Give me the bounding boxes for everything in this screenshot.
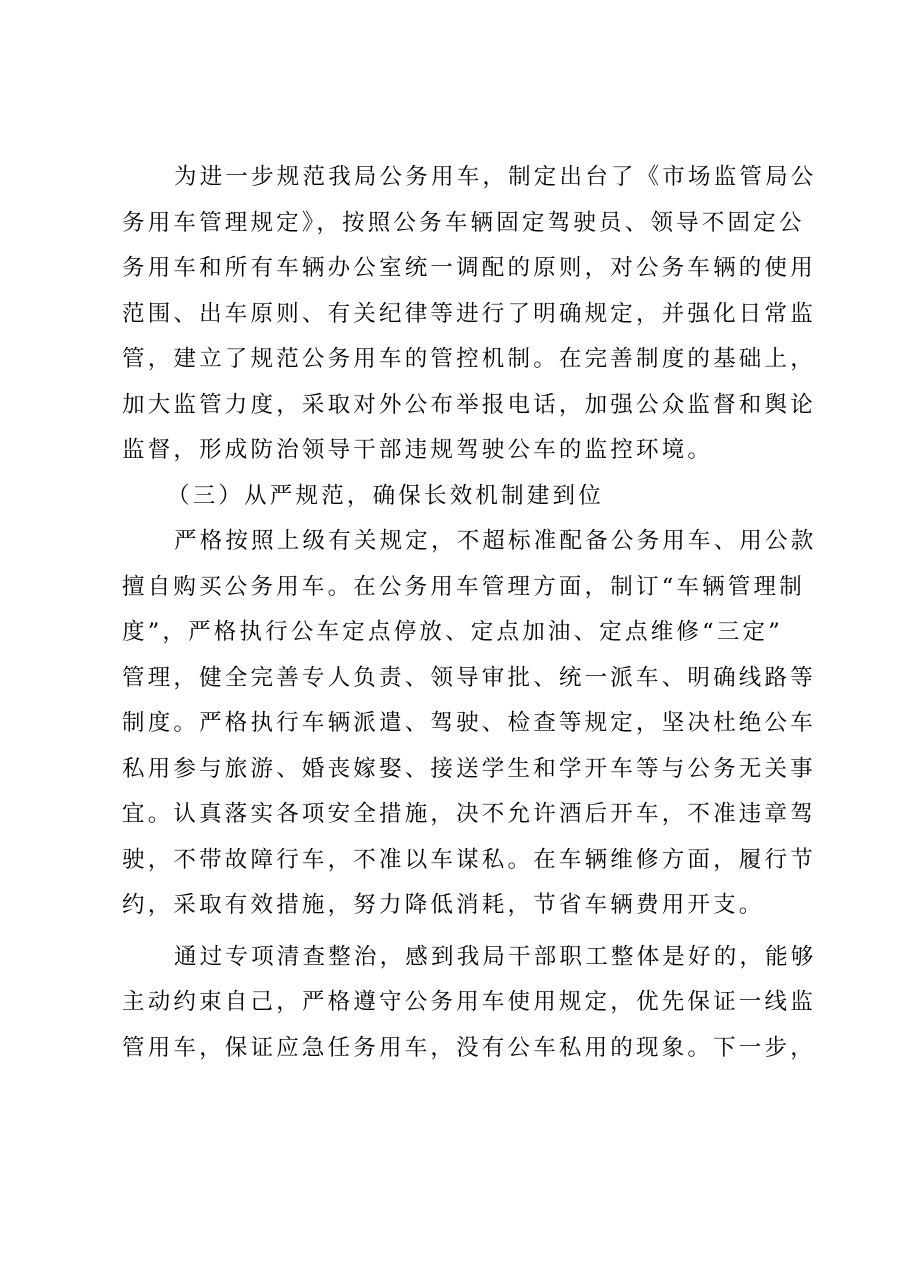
paragraph-summary — [122, 935, 817, 1072]
text-line: 通过专项清查整治，感到我局干部职工整体是好的，能够 — [174, 943, 817, 970]
text-line: 监督，形成防治领导干部违规驾驶公车的监控环境。 — [122, 437, 714, 463]
text-line: 约，采取有效措施，努力降低消耗，节省车辆费用开支。 — [122, 892, 765, 918]
text-line: 驶，不带故障行车，不准以车谋私。在车辆维修方面，履行节 — [122, 846, 816, 873]
text-line: 加大监管力度，采取对外公布举报电话，加强公众监督和舆论 — [122, 391, 816, 418]
text-line: 管，建立了规范公务用车的管控机制。在完善制度的基础上， — [122, 346, 816, 372]
text-line: 务用车和所有车辆办公室统一调配的原则，对公务车辆的使用 — [122, 255, 816, 281]
text-line: 管用车，保证应急任务用车，没有公车私用的现象。下一步， — [122, 1034, 816, 1061]
text-line: 范围、出车原则、有关纪律等进行了明确规定，并强化日常监 — [122, 300, 816, 327]
paragraph-vehicle-rules — [122, 155, 817, 474]
text-line: 宜。认真落实各项安全措施，决不允许酒后开车，不准违章驾 — [122, 801, 816, 827]
text-line: 擅自购买公务用车。在公务用车管理方面，制订“车辆管理制 — [122, 573, 805, 600]
text-line: 度”，严格执行公车定点停放、定点加油、定点维修“三定” — [122, 619, 783, 645]
text-line: 制度。严格执行车辆派遣、驾驶、检查等规定，坚决杜绝公车 — [122, 710, 816, 736]
text-line: 严格按照上级有关规定，不超标准配备公务用车、用公款 — [174, 528, 817, 554]
text-line: 为进一步规范我局公务用车，制定出台了《市场监管局公 — [174, 164, 817, 190]
text-line: 私用参与旅游、婚丧嫁娶、接送学生和学开车等与公务无关事 — [122, 755, 816, 782]
paragraph-strict-standards — [122, 519, 817, 929]
text-line: 务用车管理规定》，按照公务车辆固定驾驶员、领导不固定公 — [122, 209, 805, 236]
text-line: 主动约束自己，严格遵守公务用车使用规定，优先保证一线监 — [122, 989, 816, 1015]
document-body — [122, 155, 817, 1071]
section-heading: （三）从严规范，确保长效机制建到位 — [167, 482, 604, 509]
text-line: 管理，健全完善专人负责、领导审批、统一派车、明确线路等 — [122, 664, 816, 691]
